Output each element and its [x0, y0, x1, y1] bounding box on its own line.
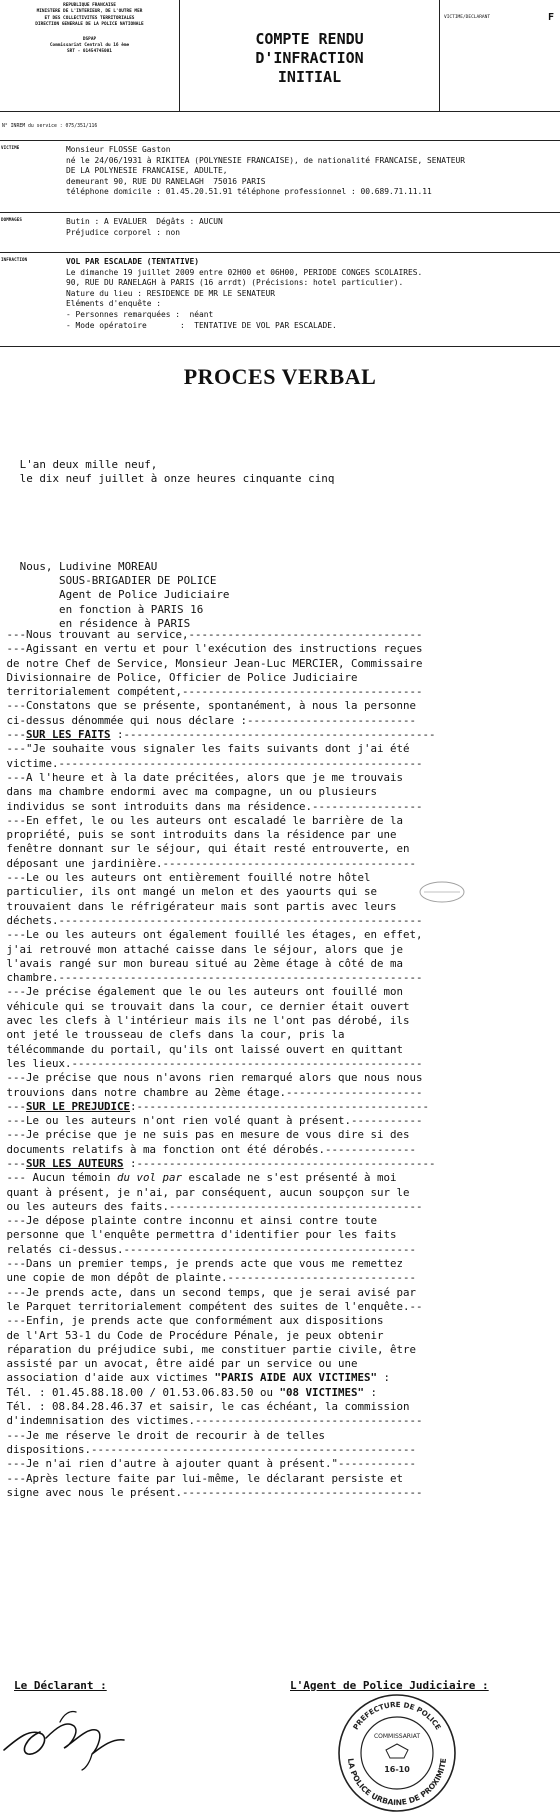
statement-line: l'avais rangé sur mon bureau situé au 2ème étage à côté de ma [0, 956, 404, 970]
statement-line: ou les auteurs des faits.--------------------------------------- [0, 1199, 423, 1213]
victim-declarant-tag: VICTIME/DECLARANT [444, 15, 491, 20]
section-heading-line [0, 1157, 560, 1171]
statement-line: réparation du préjudice subi, me constituer partie civile, être [0, 1342, 417, 1356]
statement-line: une copie de mon dépôt de plainte.----------------------------- [0, 1271, 417, 1285]
authority-spacer [0, 29, 179, 37]
statement-line: ---Constatons que se présente, spontanément, à nous la personne [0, 699, 417, 713]
statement-line: ---Je prends acte, dans un second temps, que je serai avisé par [0, 1285, 417, 1299]
statement-line: ---"Je souhaite vous signaler les faits suivants dont j'ai été [0, 742, 410, 756]
line-part: Tél. : 01.45.88.18.00 / 01.53.06.83.50 ou [0, 1385, 280, 1399]
section-heading-auteurs: SUR LES AUTEURS [26, 1156, 124, 1170]
victim-details [66, 145, 558, 198]
damages-section [0, 212, 560, 252]
line-prefix: --- [0, 1099, 27, 1113]
section-divider [0, 346, 560, 347]
statement-line: assisté par un avocat, être aidé par un service ou une [0, 1357, 358, 1371]
statement-line: trouvaient dans le réfrigérateur mais sont partis avec leurs [0, 899, 397, 913]
statement-line: ---Je précise que je ne suis pas en mesure de vous dire si des [0, 1128, 410, 1142]
damages-line: Butin : A EVALUER Dégâts : AUCUN [66, 217, 223, 226]
victim-phones: téléphone domicile : 01.45.20.51.91 téléphone professionnel : 00.689.71.11.11 [66, 187, 432, 197]
statement-line: ---Je n'ai rien d'autre à ajouter quant à présent."------------ [0, 1457, 417, 1471]
statement-line: ---Le ou les auteurs n'ont rien volé quant à présent.----------- [0, 1114, 423, 1128]
victim-address: demeurant 90, RUE DU RANELAGH 75016 PARIS [66, 176, 266, 186]
statement-line: j'ai retrouvé mon attaché caisse dans le séjour, alors que je [0, 942, 404, 956]
statement-line: de notre Chef de Service, Monsieur Jean-Luc MERCIER, Commissaire [0, 656, 423, 670]
declarant-signature [0, 1698, 150, 1772]
offense-line: Le dimanche 19 juillet 2009 entre 02H00 et 06H00, PERIODE CONGES SCOLAIRES. [66, 267, 423, 277]
statement-body [0, 628, 560, 1500]
report-letter: F [547, 12, 554, 23]
section-heading-line [0, 728, 560, 742]
statement-line [0, 1371, 560, 1385]
statement-line: ---Enfin, je prends acte que conformément aux dispositions [0, 1314, 384, 1328]
pv-date-line: L'an deux mille neuf, [0, 458, 158, 471]
proces-verbal-title: PROCES VERBAL [183, 364, 377, 389]
offense-section [0, 252, 560, 346]
statement-line: victime.-------------------------------------------------------- [0, 756, 423, 770]
statement-line: le Parquet territorialement compétent des suites de l'enquête.-- [0, 1299, 423, 1313]
service-number: N° INREM du service : 075/351/116 [2, 124, 98, 129]
victim-aid-number: "08 VICTIMES" [279, 1385, 365, 1399]
section-heading-faits: SUR LES FAITS [26, 728, 111, 742]
offense-line: Nature du lieu : RESIDENCE DE MR LE SENATEUR [66, 288, 276, 298]
offense-line: Eléments d'enquête : [66, 299, 162, 309]
statement-line: déchets.-------------------------------------------------------- [0, 913, 423, 927]
officer-line: SOUS-BRIGADIER DE POLICE [0, 574, 217, 588]
authority-line: DIRECTION GENERALE DE LA POLICE NATIONALE [35, 22, 144, 28]
offense-type: VOL PAR ESCALADE (TENTATIVE) [66, 257, 200, 266]
police-stamp [336, 1692, 458, 1814]
statement-line: ci-dessus dénommée qui nous déclare :-------------------------- [0, 713, 417, 727]
report-header [0, 0, 560, 112]
title-line: D'INFRACTION [255, 49, 364, 67]
statement-line: déposant une jardinière.--------------------------------------- [0, 856, 417, 870]
line-suffix: :---------------------------------------------- [123, 1156, 436, 1170]
victim-line: né le 24/06/1931 à RIKITEA (POLYNESIE FRANCAISE), de nationalité FRANCAISE, SENATEUR [66, 155, 466, 165]
report-title [180, 0, 440, 112]
faint-stamp-mark [418, 880, 466, 904]
offense-line: - Personnes remarquées : néant [66, 309, 214, 319]
statement-line: les lieux.------------------------------------------------------ [0, 1056, 423, 1070]
pv-date-block [0, 458, 560, 486]
section-tag: INFRACTION [1, 257, 28, 262]
statement-line: dans ma chambre endormi avec ma compagne, un ou plusieurs [0, 785, 378, 799]
statement-line: ---A l'heure et à la date précitées, alors que je me trouvais [0, 770, 404, 784]
victim-line: DE LA POLYNESIE FRANCAISE, ADULTE, [66, 166, 228, 176]
authority-line: REPUBLIQUE FRANCAISE [63, 3, 116, 8]
statement-line: trouvions dans notre chambre au 2ème étage.--------------------- [0, 1085, 423, 1099]
line-part: : [364, 1385, 378, 1399]
statement-line: documents relatifs à ma fonction ont été dérobés.-------------- [0, 1142, 417, 1156]
victim-section [0, 140, 560, 212]
statement-line: chambre.-------------------------------------------------------- [0, 971, 423, 985]
statement-line: territorialement compétent,------------------------------------- [0, 685, 423, 699]
statement-line: quant à présent, je n'ai, par conséquent, aucun soupçon sur le [0, 1185, 410, 1199]
statement-line: ---Après lecture faite par lui-même, le déclarant persiste et [0, 1471, 404, 1485]
damages-details [66, 217, 558, 238]
statement-line: télécommande du portail, qu'ils ont laissé ouvert en quittant [0, 1042, 404, 1056]
statement-line: personne que l'enquête permettra d'identifier pour les faits [0, 1228, 397, 1242]
statement-line: signe avec nous le présent.------------------------------------- [0, 1485, 423, 1499]
line-part: association d'aide aux victimes [0, 1371, 215, 1385]
stamp-top-text: PREFECTURE DE POLICE [351, 1699, 443, 1732]
offense-details [66, 257, 558, 331]
officer-line: Agent de Police Judiciaire [0, 588, 230, 602]
statement-line: ont jeté le trousseau de clefs dans la cour, pris la [0, 1028, 345, 1042]
statement-line: fenêtre donnant sur le séjour, qui était resté entrouverte, en [0, 842, 410, 856]
statement-line: Divisionnaire de Police, Officier de Police Judiciaire [0, 670, 358, 684]
statement-line: ---Je précise également que le ou les auteurs ont fouillé mon [0, 985, 404, 999]
officer-line: Nous, Ludivine MOREAU [0, 560, 158, 573]
stamp-bottom-text: LA POLICE URBAINE DE PROXIMITE [346, 1757, 448, 1808]
pv-date-line: le dix neuf juillet à onze heures cinquante cinq [0, 472, 335, 486]
title-line: INITIAL [277, 68, 342, 86]
line-suffix: :------------------------------------------------ [110, 728, 436, 742]
stamp-emblem-icon [386, 1744, 408, 1758]
section-tag: VICTIME [1, 145, 20, 150]
statement-line: avec les clefs à l'intérieur mais ils ne l'ont pas dérobé, ils [0, 1014, 410, 1028]
statement-line: ---Agissant en vertu et pour l'exécution des instructions reçues [0, 642, 423, 656]
statement-line: ---Dans un premier temps, je prends acte que vous me remettez [0, 1257, 404, 1271]
statement-line: relatés ci-dessus.--------------------------------------------- [0, 1242, 417, 1256]
section-tag: DOMMAGES [1, 217, 22, 222]
authority-line: DSPAP [82, 36, 97, 42]
statement-line: ---Le ou les auteurs ont également fouillé les étages, en effet, [0, 928, 423, 942]
authority-line: ET DES COLLECTIVITES TERRITORIALES [44, 15, 135, 21]
statement-line: particulier, ils ont mangé un melon et des yaourts qui se [0, 885, 378, 899]
statement-line: ---Je précise que nous n'avons rien remarqué alors que nous nous [0, 1071, 423, 1085]
statement-line: ---Je dépose plainte contre inconnu et ainsi contre toute [0, 1214, 378, 1228]
stamp-inner-text: COMMISSARIAT [373, 1733, 421, 1740]
victim-aid-org: "PARIS AIDE AUX VICTIMES" [214, 1371, 378, 1385]
line-suffix: :--------------------------------------------- [130, 1099, 430, 1113]
authority-line: MINISTERE DE L'INTERIEUR, DE L'OUTRE MER [36, 9, 143, 15]
statement-line: ---En effet, le ou les auteurs ont escaladé le barrière de la [0, 813, 404, 827]
line-prefix: --- [0, 1156, 27, 1170]
statement-line: véhicule qui se trouvait dans la cour, ce dernier était ouvert [0, 999, 410, 1013]
offense-line: 90, RUE DU RANELAGH à PARIS (16 arrdt) (Précisions: hotel particulier). [66, 278, 404, 288]
statement-line: ---Le ou les auteurs ont entièrement fouillé notre hôtel [0, 871, 371, 885]
statement-line: propriété, puis se sont introduits dans la résidence par une [0, 828, 397, 842]
statement-line: individus se sont introduits dans ma résidence.----------------- [0, 799, 423, 813]
line-part: escalade ne s'est présenté à moi [182, 1171, 397, 1185]
line-part: : [377, 1371, 391, 1385]
line-part: --- Aucun témoin [0, 1171, 118, 1185]
agent-label: L'Agent de Police Judiciaire : [290, 1679, 489, 1692]
declarant-label: Le Déclarant : [14, 1679, 107, 1692]
authority-line: SRT - 01454745001 [67, 49, 112, 55]
italic-phrase: du vol par [117, 1171, 183, 1185]
line-prefix: --- [0, 728, 27, 742]
section-heading-line [0, 1100, 560, 1114]
report-meta [440, 0, 560, 112]
statement-line: ---Nous trouvant au service,------------------------------------ [0, 628, 423, 641]
offense-line: - Mode opératoire : TENTATIVE DE VOL PAR ESCALADE. [66, 320, 337, 330]
statement-line: de l'Art 53-1 du Code de Procédure Pénale, je peux obtenir [0, 1328, 384, 1342]
officer-line: en résidence à PARIS [0, 616, 191, 630]
section-heading-prejudice: SUR LE PREJUDICE [26, 1099, 131, 1113]
victim-name: Monsieur FLOSSE Gaston [66, 145, 171, 154]
statement-line: ---Je me réserve le droit de recourir à de telles [0, 1428, 326, 1442]
title-line: COMPTE RENDU [255, 30, 364, 48]
statement-line: Tél. : 08.84.28.46.37 et saisir, le cas échéant, la commission [0, 1400, 410, 1414]
statement-line [0, 1171, 560, 1185]
statement-line [0, 1386, 560, 1400]
stamp-center-text: 16-10 [384, 1765, 410, 1774]
damages-line: Préjudice corporel : non [66, 227, 181, 237]
officer-block [0, 560, 560, 631]
statement-line: dispositions.-------------------------------------------------- [0, 1442, 417, 1456]
statement-line: d'indemnisation des victimes.----------------------------------- [0, 1414, 423, 1428]
issuing-authority [0, 0, 180, 112]
officer-line: en fonction à PARIS 16 [0, 602, 204, 616]
authority-line: Commissariat Central du 16 ème [49, 43, 130, 49]
